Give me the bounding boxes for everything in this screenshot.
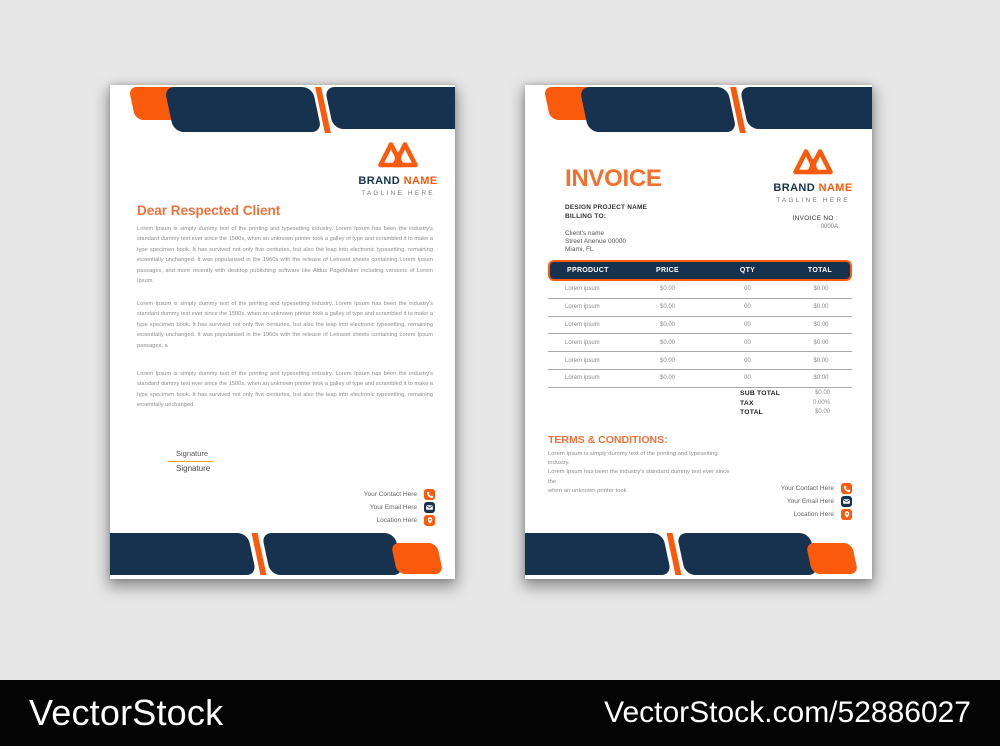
invoice-client-address — [565, 230, 626, 255]
email-icon — [424, 502, 435, 513]
contact-row — [364, 489, 435, 500]
watermark-brand: VectorStock — [29, 692, 224, 733]
contact-label: Location Here — [376, 517, 417, 524]
brand-logo-block — [338, 138, 455, 197]
cell-qty: 00 — [744, 286, 751, 293]
location-icon — [841, 509, 852, 520]
contact-block — [364, 489, 435, 528]
cell-price: $0.00 — [659, 321, 675, 328]
header-navy-shape-left — [579, 87, 737, 132]
footer-navy-shape-right — [262, 533, 404, 575]
cell-qty: 00 — [744, 375, 751, 382]
terms-text — [548, 450, 733, 496]
invoice-project-name: DESIGN PROJECT NAME — [565, 204, 648, 211]
col-header-total: TOTAL — [807, 267, 833, 274]
letter-paragraph: Lorem Ipsum is simply dummy text of the printing and typesetting industry. Lorem Ipsum has been the industry's standard dummy text ever since the 1500s, when an unknown printer took a galley of type and scrambled it to make a type specimen book. It has survived not only five centuries, but also the leap into electronic typesetting, remaining essentially unchanged. It was popularised in the 1960s with the release of Letraset sheets containing Lorem Ipsum passages, a — [137, 301, 433, 349]
footer-navy-shape-left — [110, 533, 256, 575]
letter-heading: Dear Respected Client — [137, 203, 281, 218]
signature-caption: Signature — [176, 464, 211, 473]
contact-block — [781, 483, 852, 522]
col-header-qty: QTY — [739, 267, 756, 274]
signature-block — [168, 449, 213, 473]
terms-line: when an unknown printer took — [548, 487, 627, 494]
brand-name: BRAND NAME — [358, 175, 438, 187]
col-header-product: PPRODUCT — [567, 267, 609, 274]
contact-label: Location Here — [793, 511, 834, 518]
watermark-url: VectorStock.com/52886027 — [604, 696, 971, 729]
table-row — [548, 370, 852, 388]
subtotal-label: SUB TOTAL — [740, 390, 781, 397]
location-icon — [424, 515, 435, 526]
contact-label: Your Email Here — [369, 504, 417, 511]
brand-name: BRAND NAME — [773, 182, 853, 194]
terms-line: Lorem Ipsum has been the industry's standard dummy text ever since the — [548, 469, 730, 485]
client-city: Miami, FL — [565, 246, 594, 254]
cell-total: $0.00 — [813, 357, 829, 364]
invoice-number-label: INVOICE NO : — [792, 215, 838, 222]
total-label: TOTAL — [740, 409, 764, 417]
subtotal-row — [740, 390, 830, 397]
cell-total: $0.00 — [813, 321, 829, 328]
client-street: Street Anenue 00000 — [565, 238, 627, 246]
brand-tagline: TAGLINE HERE — [776, 197, 850, 204]
invoice-table — [548, 260, 852, 388]
invoice-page — [525, 85, 872, 579]
tax-label: TAX — [740, 399, 754, 407]
invoice-number-value: 0000A — [820, 223, 838, 230]
contact-label: Your Contact Here — [363, 491, 417, 498]
signature-line — [168, 461, 213, 462]
table-row — [548, 334, 852, 352]
phone-icon — [841, 483, 852, 494]
invoice-billing-to-label: BILLING TO: — [565, 213, 607, 220]
contact-row — [781, 496, 852, 507]
email-icon — [841, 496, 852, 507]
brand-tagline: TAGLINE HERE — [361, 190, 435, 197]
invoice-table-header — [548, 260, 852, 281]
cell-qty: 00 — [744, 321, 751, 328]
cell-total: $0.00 — [813, 375, 829, 382]
cell-product: Lorem ipsum — [565, 321, 600, 328]
header-navy-shape-left — [164, 87, 322, 132]
cell-product: Lorem ipsum — [565, 339, 600, 346]
footer-navy-shape-left — [525, 533, 671, 575]
cell-product: Lorem ipsum — [565, 375, 600, 382]
cell-qty: 00 — [744, 339, 751, 346]
cell-price: $0.00 — [659, 339, 675, 346]
cell-qty: 00 — [744, 357, 751, 364]
letterhead-page — [110, 85, 455, 579]
cell-product: Lorem ipsum — [565, 304, 600, 311]
contact-row — [781, 509, 852, 520]
signature-name: Signature — [176, 449, 209, 458]
contact-label: Your Contact Here — [780, 485, 834, 492]
brand-logo-icon — [377, 138, 419, 168]
cell-total: $0.00 — [813, 339, 829, 346]
contact-label: Your Email Here — [786, 498, 834, 505]
total-value: $0.00 — [814, 409, 830, 416]
invoice-title: INVOICE — [565, 165, 662, 192]
contact-row — [364, 515, 435, 526]
cell-product: Lorem ipsum — [565, 286, 600, 293]
watermark-bar — [0, 680, 1000, 746]
header-navy-shape-right — [325, 87, 455, 129]
header-navy-shape-right — [740, 87, 872, 129]
cell-price: $0.00 — [659, 375, 675, 382]
brand-logo-block — [753, 145, 872, 204]
footer-orange-shape — [391, 543, 444, 574]
table-row — [548, 352, 852, 370]
contact-row — [364, 502, 435, 513]
contact-row — [781, 483, 852, 494]
footer-navy-shape-right — [677, 533, 819, 575]
invoice-number-block — [793, 215, 839, 230]
cell-qty: 00 — [744, 304, 751, 311]
tax-value: 0.00% — [812, 399, 830, 406]
total-row — [740, 409, 830, 416]
phone-icon — [424, 489, 435, 500]
tax-row — [740, 400, 830, 407]
cell-product: Lorem ipsum — [565, 357, 600, 364]
invoice-totals — [740, 390, 830, 419]
table-row — [548, 281, 852, 299]
terms-line: Lorem Ipsum is simply dummy text of the printing and typesetting industry. — [548, 451, 718, 467]
subtotal-value: $0.00 — [814, 390, 830, 396]
cell-price: $0.00 — [659, 304, 675, 311]
table-row — [548, 317, 852, 335]
footer-orange-shape — [806, 543, 859, 574]
letter-paragraph: Lorem Ipsum is simply dummy text of the printing and typesetting industry. Lorem Ipsum has been the industry's standard dummy text ever since the 1500s, when an unknown printer took a galley of type and scrambled it to make a type specimen book. It has survived not only five centuries, but also the leap into electronic typesetting, remaining essentially unchanged. It was popularised in the 1960s with the release of Letraset sheets containing Lorem Ipsum passages, and more recently with desktop publishing software like Aldus PageMaker including versions of Lorem Ipsum. — [137, 226, 433, 285]
table-row — [548, 299, 852, 317]
letter-paragraph: Lorem Ipsum is simply dummy text of the printing and typesetting industry. Lorem Ipsum has been the industry's standard dummy text ever since the 1500s, when an unknown printer took a galley of type and scrambled it to make a type specimen book. It has survived not only five centuries, but also the leap into electronic typesetting, remaining essentially unchanged. — [137, 371, 433, 409]
terms-heading: TERMS & CONDITIONS: — [548, 434, 668, 446]
cell-total: $0.00 — [813, 286, 829, 293]
cell-price: $0.00 — [659, 286, 675, 293]
client-name: Client's name — [565, 230, 605, 237]
col-header-price: PRICE — [656, 267, 679, 274]
cell-total: $0.00 — [813, 304, 829, 311]
brand-logo-icon — [792, 145, 834, 175]
cell-price: $0.00 — [659, 357, 675, 364]
